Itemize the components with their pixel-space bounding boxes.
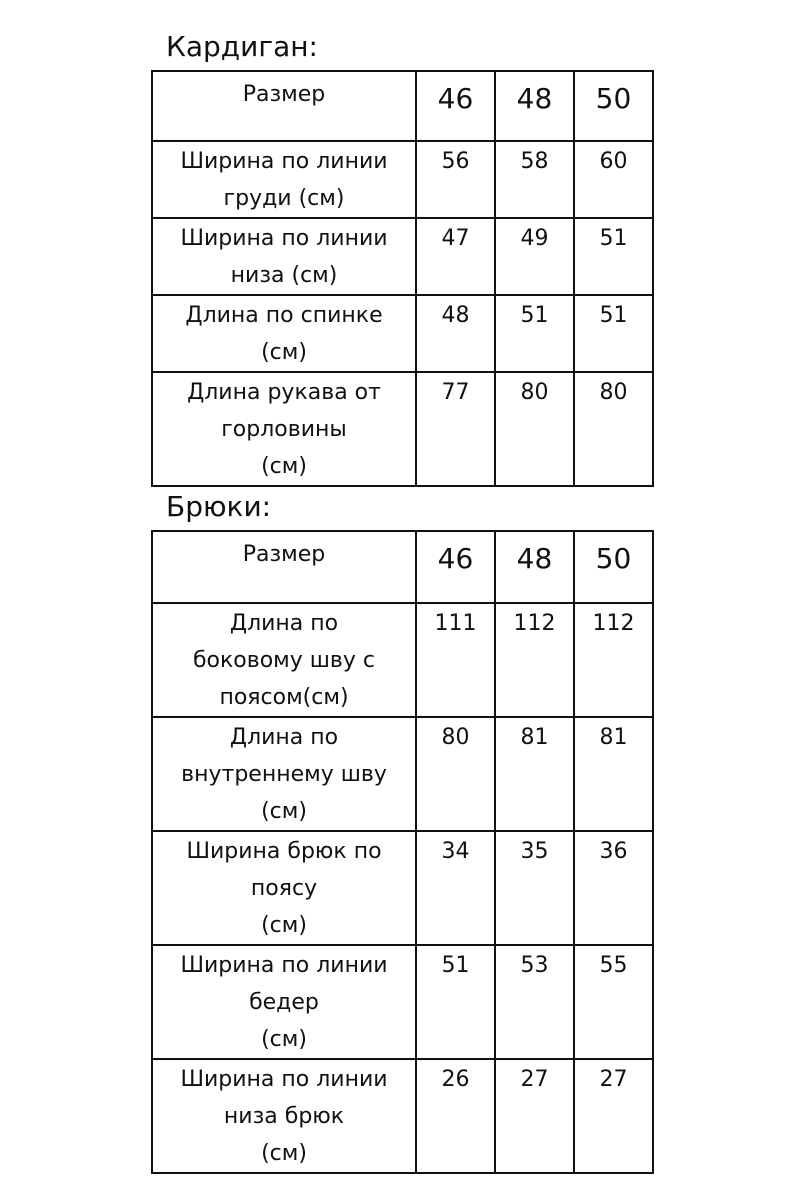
measurement-value: 51 [574, 295, 653, 372]
measurement-label-line: Длина рукава от [187, 380, 381, 405]
measurement-label [152, 1059, 416, 1173]
measurement-value: 53 [495, 945, 574, 1059]
measurement-label [152, 603, 416, 717]
trousers-size-table [151, 530, 654, 1174]
measurement-value: 58 [495, 141, 574, 218]
measurement-value: 81 [574, 717, 653, 831]
table-row [152, 1059, 653, 1173]
measurement-label-line: (см) [261, 1141, 307, 1166]
measurement-value: 112 [574, 603, 653, 717]
measurement-value: 47 [416, 218, 495, 295]
table-row [152, 831, 653, 945]
measurement-value: 35 [495, 831, 574, 945]
measurement-label-line: Длина по спинке [185, 303, 383, 328]
measurement-label [152, 717, 416, 831]
measurement-value: 60 [574, 141, 653, 218]
measurement-label [152, 372, 416, 486]
measurement-label [152, 295, 416, 372]
measurement-label-line: горловины [221, 417, 347, 442]
size-48-header: 48 [495, 71, 574, 141]
measurement-value: 48 [416, 295, 495, 372]
cardigan-size-table [151, 70, 654, 487]
size-50-header: 50 [574, 71, 653, 141]
measurement-value: 55 [574, 945, 653, 1059]
measurement-label-line: низа брюк [223, 1104, 345, 1129]
measurement-label-line: Длина по [229, 611, 339, 636]
table-row [152, 141, 653, 218]
measurement-value: 34 [416, 831, 495, 945]
measurement-label-line: (см) [261, 454, 307, 479]
measurement-value: 81 [495, 717, 574, 831]
measurement-label [152, 945, 416, 1059]
measurement-label-line: груди (см) [223, 186, 345, 211]
size-50-header: 50 [574, 531, 653, 603]
measurement-label [152, 141, 416, 218]
measurement-value: 49 [495, 218, 574, 295]
measurement-value: 112 [495, 603, 574, 717]
measurement-label-line: низа (см) [230, 263, 338, 288]
measurement-value: 51 [416, 945, 495, 1059]
measurement-label [152, 831, 416, 945]
measurement-label-line: Ширина по линии [180, 1067, 388, 1092]
measurement-label-line: Ширина по линии [180, 953, 388, 978]
cardigan-title: Кардиган: [166, 30, 318, 63]
measurement-value: 27 [495, 1059, 574, 1173]
measurement-label-line: поясом(см) [219, 685, 349, 710]
measurement-label-line: Ширина по линии [180, 149, 388, 174]
measurement-label [152, 218, 416, 295]
trousers-title: Брюки: [166, 490, 272, 523]
size-48-header: 48 [495, 531, 574, 603]
measurement-label-line: (см) [261, 1027, 307, 1052]
measurement-label-line: (см) [261, 340, 307, 365]
table-row [152, 218, 653, 295]
measurement-label-line: поясу [250, 876, 318, 901]
measurement-value: 56 [416, 141, 495, 218]
table-row [152, 717, 653, 831]
measurement-label-line: бедер [249, 990, 319, 1015]
measurement-label-line: Ширина по линии [180, 226, 388, 251]
size-46-header: 46 [416, 71, 495, 141]
measurement-value: 80 [416, 717, 495, 831]
size-46-header: 46 [416, 531, 495, 603]
table-row [152, 945, 653, 1059]
measurement-value: 77 [416, 372, 495, 486]
measurement-label-line: (см) [261, 799, 307, 824]
size-header-label: Размер [152, 71, 416, 141]
measurement-value: 26 [416, 1059, 495, 1173]
table-row [152, 295, 653, 372]
measurement-value: 36 [574, 831, 653, 945]
size-header-label: Размер [152, 531, 416, 603]
measurement-value: 51 [495, 295, 574, 372]
measurement-label-line: Длина по [229, 725, 339, 750]
measurement-value: 80 [574, 372, 653, 486]
table-header-row [152, 531, 653, 603]
measurement-value: 80 [495, 372, 574, 486]
measurement-value: 27 [574, 1059, 653, 1173]
table-row [152, 603, 653, 717]
measurement-value: 111 [416, 603, 495, 717]
measurement-value: 51 [574, 218, 653, 295]
measurement-label-line: Ширина брюк по [186, 839, 382, 864]
table-header-row [152, 71, 653, 141]
measurement-label-line: (см) [261, 913, 307, 938]
measurement-label-line: внутреннему шву [181, 762, 387, 787]
table-row [152, 372, 653, 486]
measurement-label-line: боковому шву с [192, 648, 375, 673]
